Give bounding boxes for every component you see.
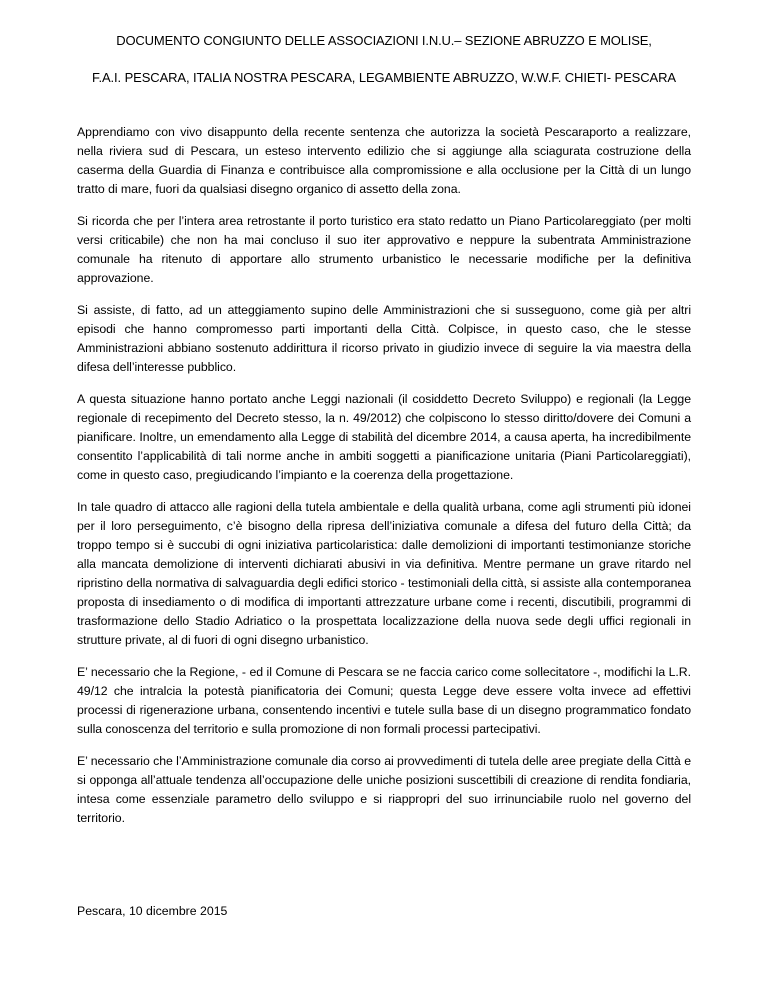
paragraph-1: Apprendiamo con vivo disappunto della recente sentenza che autorizza la società Pescaraporto a realizzare, nella riviera sud di Pescara, un esteso intervento edilizio che si aggiunge alla sciagurata costruzione della caserma della Guardia di Finanza e contribuisce alla compromissione e alla occlusione per la Città di un lungo tratto di mare, fuori da qualsiasi disegno organico di assetto della zona.: [77, 125, 691, 196]
place-date-signature: Pescara, 10 dicembre 2015: [77, 904, 228, 918]
paragraph-5: In tale quadro di attacco alle ragioni della tutela ambientale e della qualità urbana, come agli strumenti più idonei per il loro perseguimento, c’è bisogno della ripresa dell’iniziativa comunale a difesa del futuro della Città; da troppo tempo si è succubi di ogni iniziativa particolaristica: dalle demolizioni di importanti testimonianze storiche alla mancata demolizione di interventi dichiarati abusivi in via definitiva. Mentre permane un grave ritardo nel ripristino della normativa di salvaguardia degli edifici storico - testimoniali della città, si assiste alla contemporanea proposta di insediamento o di modifica di importanti attrezzature urbane come i recenti, discutibili, programmi di trasformazione dello Stadio Adriatico o la prospettata localizzazione della nuova sede degli uffici regionali in strutture private, al di fuori di ogni disegno urbanistico.: [77, 500, 691, 647]
paragraph-2: Si ricorda che per l’intera area retrostante il porto turistico era stato redatto un Piano Particolareggiato (per molti versi criticabile) che non ha mai concluso il suo iter approvativo e neppure la subentrata Amministrazione comunale ha ritenuto di apportare allo strumento urbanistico le necessarie modifiche per la definitiva approvazione.: [77, 214, 691, 285]
paragraph-7: E’ necessario che l’Amministrazione comunale dia corso ai provvedimenti di tutela delle aree pregiate della Città e si opponga all’attuale tendenza all’occupazione delle uniche posizioni suscettibili di creazione di rendita fondiaria, intesa come essenziale parametro dello sviluppo e si riappropri del suo irrinunciabile ruolo nel governo del territorio.: [77, 754, 691, 825]
paragraph-6: E’ necessario che la Regione, - ed il Comune di Pescara se ne faccia carico come sollecitatore -, modifichi la L.R. 49/12 che intralcia la potestà pianificatoria dei Comuni; questa Legge deve essere volta invece ad effettivi processi di rigenerazione urbana, consentendo incentivi e tutele sulla base di un disegno programmatico fondato sulla conoscenza del territorio e sulla promozione di non formali processi partecipativi.: [77, 665, 691, 736]
paragraph-4: A questa situazione hanno portato anche Leggi nazionali (il cosiddetto Decreto Sviluppo) e regionali (la Legge regionale di recepimento del Decreto stesso, la n. 49/2012) che colpiscono lo stesso diritto/dovere dei Comuni a pianificare. Inoltre, un emendamento alla Legge di stabilità del dicembre 2014, a causa aperta, ha incredibilmente consentito l’applicabilità di tali norme anche in ambiti soggetti a pianificazione unitaria (Piani Particolareggiati), come in questo caso, pregiudicando l’impianto e la coerenza della progettazione.: [77, 392, 691, 482]
document-body: [77, 123, 691, 841]
document-header-line-2: F.A.I. PESCARA, ITALIA NOSTRA PESCARA, LEGAMBIENTE ABRUZZO, W.W.F. CHIETI- PESCARA: [92, 70, 676, 85]
paragraph-3: Si assiste, di fatto, ad un atteggiamento supino delle Amministrazioni che si susseguono, come già per altri episodi che hanno compromesso parti importanti della Città. Colpisce, in questo caso, che le stesse Amministrazioni abbiano sostenuto addirittura il ricorso privato in giudizio invece di seguire la via maestra della difesa dell’interesse pubblico.: [77, 303, 691, 374]
document-header-line-1: DOCUMENTO CONGIUNTO DELLE ASSOCIAZIONI I.N.U.– SEZIONE ABRUZZO E MOLISE,: [116, 33, 652, 48]
